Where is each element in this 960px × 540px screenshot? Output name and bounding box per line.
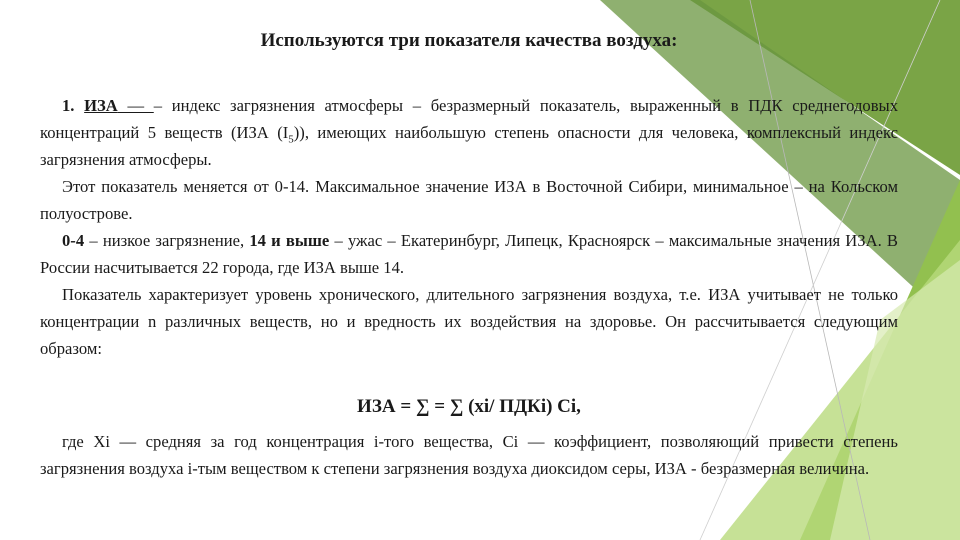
levels-text-end: – ужас – Екатеринбург, Липецк, Красноярск – максимальные значения ИЗА. В России насчитывается 22 города, где ИЗА выше 14.	[40, 231, 898, 277]
body-text-explanation	[40, 428, 898, 482]
subscript: 5	[288, 133, 294, 146]
body-text	[40, 92, 898, 362]
list-number: 1.	[62, 96, 75, 115]
paragraph-range: Этот показатель меняется от 0-14. Максимальное значение ИЗА в Восточной Сибири, минимальное – на Кольском полуострове.	[40, 177, 898, 223]
paragraph-iza-definition	[40, 92, 898, 173]
range-high: 14 и выше	[249, 231, 330, 250]
paragraph-levels	[40, 227, 898, 281]
iza-definition-text-end: )), имеющих наибольшую степень опасности для человека, комплексный индекс загрязнения атмосферы.	[40, 123, 898, 169]
term-iza: ИЗА	[84, 96, 118, 115]
iza-definition-text: – индекс загрязнения атмосферы – безразмерный показатель, выраженный в ПДК среднегодовых концентраций 5 веществ (ИЗА (I	[40, 96, 899, 142]
paragraph-description: Показатель характеризует уровень хронического, длительного загрязнения воздуха, т.е. ИЗА учитывает не только концентрации n различных веществ, но и вредность их воздействия на здоровье. Он рассчитывается следующим образом:	[40, 285, 898, 358]
levels-text: – низкое загрязнение,	[84, 231, 250, 250]
dash: —	[117, 96, 154, 115]
formula: ИЗА = ∑ = ∑ (xi/ ПДКi) Ci,	[357, 396, 581, 417]
range-low: 0-4	[62, 231, 85, 250]
paragraph-formula-explanation: где Xi — средняя за год концентрация i-того вещества, Ci — коэффициент, позволяющий привести степень загрязнения воздуха i-тым веществом к степени загрязнения воздуха диоксидом серы, ИЗА - безразмерная величина.	[40, 432, 898, 478]
slide-title: Используются три показателя качества воздуха:	[260, 30, 678, 51]
